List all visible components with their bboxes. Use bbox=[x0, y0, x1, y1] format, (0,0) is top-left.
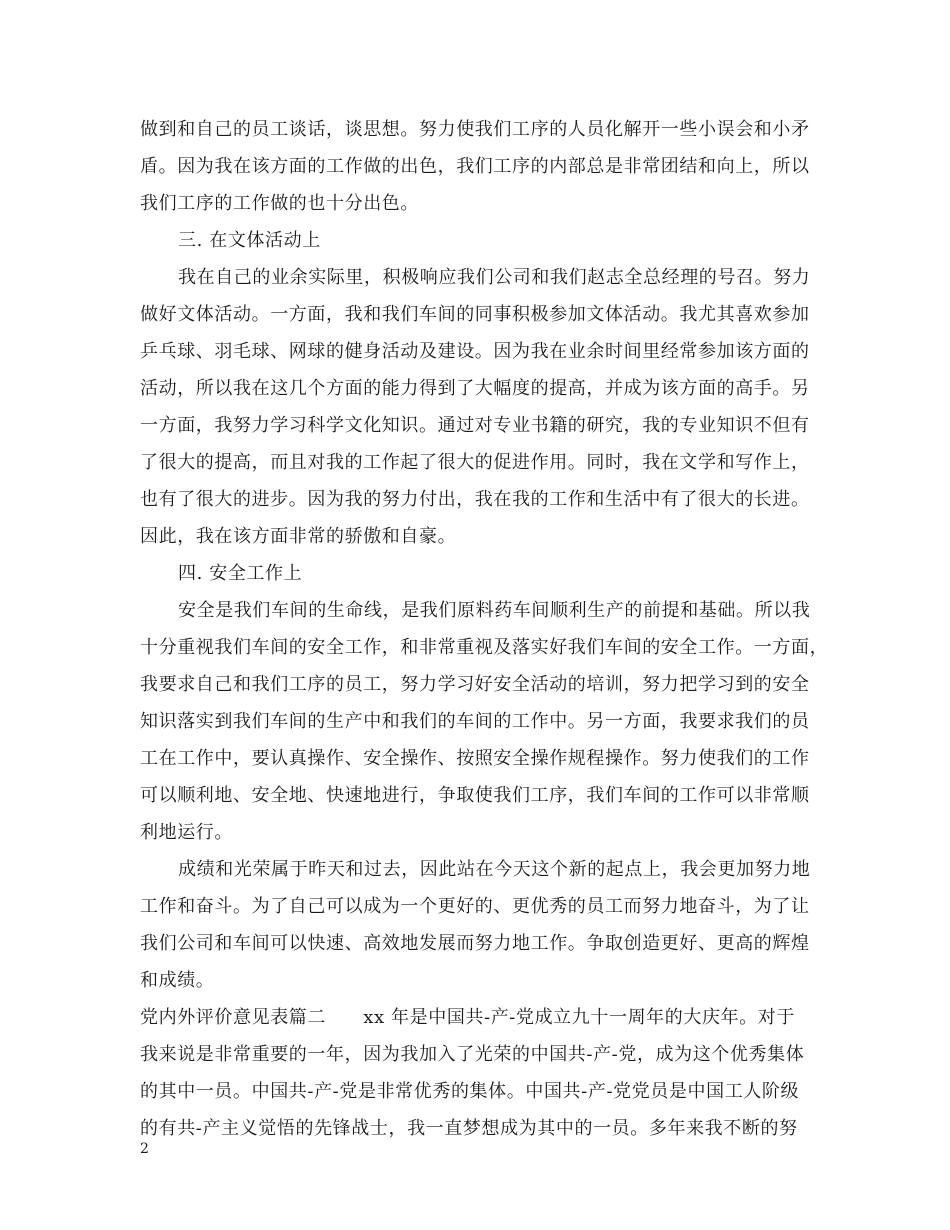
text-line: 了很大的提高，而且对我的工作起了很大的促进作用。同时，我在文学和写作上， bbox=[140, 452, 810, 473]
text-line: 可以顺利地、安全地、快速地进行，争取使我们工序，我们车间的工作可以非常顺 bbox=[140, 785, 810, 806]
text-line: 工在工作中，要认真操作、安全操作、按照安全操作规程操作。努力使我们的工作 bbox=[140, 748, 810, 769]
text-line: 安全是我们车间的生命线，是我们原料药车间顺利生产的前提和基础。所以我 bbox=[178, 600, 811, 621]
text-line: 和成绩。 bbox=[140, 970, 215, 991]
section-heading: 三. 在文体活动上 bbox=[178, 230, 321, 251]
text-line: 因此，我在该方面非常的骄傲和自豪。 bbox=[140, 526, 457, 547]
section-heading: 四. 安全工作上 bbox=[178, 563, 303, 584]
text-line: 我们公司和车间可以快速、高效地发展而努力地工作。争取创造更好、更高的辉煌 bbox=[140, 933, 810, 954]
text-line: 十分重视我们车间的安全工作，和非常重视及落实好我们车间的安全工作。一方面， bbox=[140, 637, 829, 658]
text-line: 做好文体活动。一方面，我和我们车间的同事积极参加文体活动。我尤其喜欢参加 bbox=[140, 304, 810, 325]
text-line: 党内外评价意见表篇二 xx 年是中国共-产-党成立九十一周年的大庆年。对于 bbox=[140, 1007, 795, 1028]
text-line: 知识落实到我们车间的生产中和我们的车间的工作中。另一方面，我要求我们的员 bbox=[140, 711, 810, 732]
text-line: 我们工序的工作做的也十分出色。 bbox=[140, 193, 419, 214]
text-line: 也有了很大的进步。因为我的努力付出，我在我的工作和生活中有了很大的长进。 bbox=[140, 489, 810, 510]
text-line: 成绩和光荣属于昨天和过去，因此站在今天这个新的起点上，我会更加努力地 bbox=[178, 859, 811, 880]
text-line: 利地运行。 bbox=[140, 822, 233, 843]
text-line: 做到和自己的员工谈话，谈思想。努力使我们工序的人员化解开一些小误会和小矛 bbox=[140, 119, 810, 140]
text-line: 我来说是非常重要的一年，因为我加入了光荣的中国共-产-党，成为这个优秀集体 bbox=[140, 1044, 805, 1065]
text-line: 工作和奋斗。为了自己可以成为一个更好的、更优秀的员工而努力地奋斗，为了让 bbox=[140, 896, 810, 917]
text-line: 的其中一员。中国共-产-党是非常优秀的集体。中国共-产-党党员是中国工人阶级 bbox=[140, 1081, 800, 1102]
text-line: 活动，所以我在这几个方面的能力得到了大幅度的提高，并成为该方面的高手。另 bbox=[140, 378, 810, 399]
text-line: 一方面，我努力学习科学文化知识。通过对专业书籍的研究，我的专业知识不但有 bbox=[140, 415, 810, 436]
text-line: 盾。因为我在该方面的工作做的出色，我们工序的内部总是非常团结和向上，所以 bbox=[140, 156, 810, 177]
text-line: 我在自己的业余实际里，积极响应我们公司和我们赵志全总经理的号召。努力 bbox=[178, 267, 811, 288]
text-line: 我要求自己和我们工序的员工，努力学习好安全活动的培训，努力把学习到的安全 bbox=[140, 674, 810, 695]
text-line: 乒乓球、羽毛球、网球的健身活动及建设。因为我在业余时间里经常参加该方面的 bbox=[140, 341, 810, 362]
page-number: 2 bbox=[140, 1141, 149, 1157]
text-line: 的有共-产主义觉悟的先锋战士，我一直梦想成为其中的一员。多年来我不断的努 bbox=[140, 1118, 798, 1139]
